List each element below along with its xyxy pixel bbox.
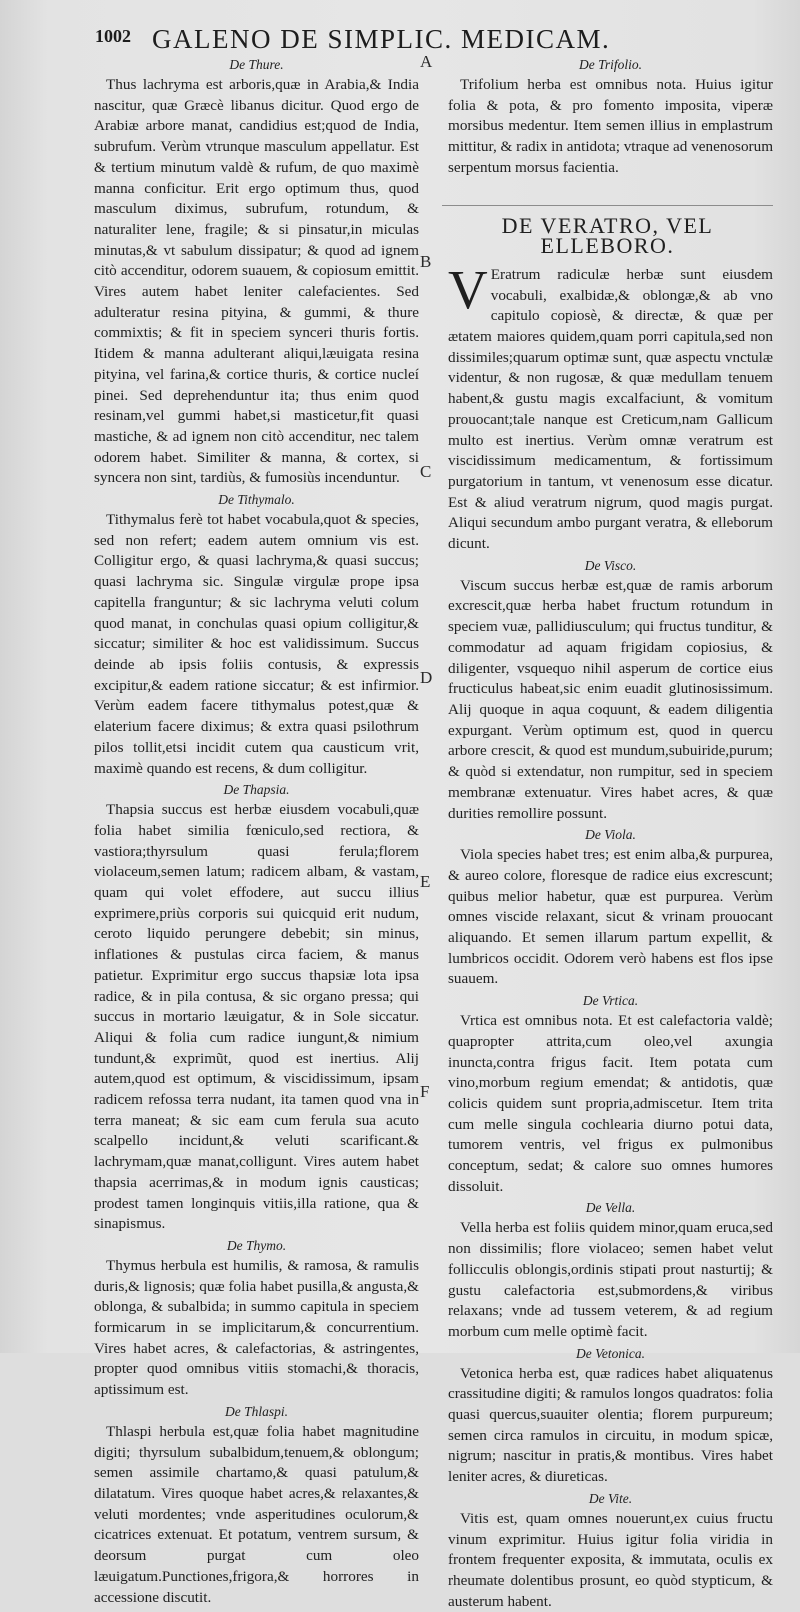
section-text: Vitis est, quam omnes nouerunt,ex cuius fructu vinum exprimitur. Huius igitur folia viridia in frontem frequenter exposita, & immutata, oculis ex rheumate dolentibus prosunt, eo quòd stypticum, & austerum habent.	[448, 1509, 773, 1610]
chapter-title: DE VERATRO, VEL ELLEBORO.	[442, 205, 773, 257]
section-text: Vella herba est foliis quidem minor,quam eruca,sed non dissimilis; flore violaceo; semen habet velut follicculis oblongis,ordinis stipati prout nasturtij; & gustu calefactoria est,submordens,& viribus relaxans; vnde ad tussem veterem, & ad regium morbum cum melle optimè facit.	[448, 1219, 773, 1340]
page-number: 1002	[95, 26, 131, 46]
section-text: Vetonica herba est, quæ radices habet aliquatenus crassitudine digiti; & ramulos longos quadratos: folia quasi quercus,suauiter olentia; florem purpureum; semen circa ramulos in circuitu, in modum spicæ, nigrum; nascitur in pratis,& montibus. Vires habet leniter acres, & diureticas.	[448, 1364, 773, 1486]
running-head-title: GALENO DE SIMPLIC. MEDICAM.	[152, 24, 611, 54]
section-text: Viola species habet tres; est enim alba,& purpurea, & aureo colore, floresque de radice eius excrescunt; quibus melior habetur, quæ est purpurea. Verùm omnes viscide relaxant, sicut & vrinam prouocant aliquando. Et semen illarum partum expellit, & lumbricos occidit. Odorem verò habens est flos ipse suauem.	[448, 846, 773, 988]
section-heading: De Vrtica.	[582, 993, 639, 1009]
section-heading: De Viola.	[585, 827, 636, 843]
margin-letter: F	[420, 1082, 430, 1101]
section-heading: De Thapsia.	[223, 782, 290, 798]
section-text: Trifolium herba est omnibus nota. Huius igitur folia & pota, & pro fomento imposita, viperæ morsibus medentur. Item semen illius in emplastrum mittitur, & radix in antidota; vtraque ad venenosorum serpentum morsus facientia.	[448, 76, 774, 176]
section-heading: De Thure.	[229, 57, 284, 72]
running-head	[92, 24, 610, 55]
section-heading: De Thymo.	[226, 1237, 287, 1253]
section-text: Thymus herbula est humilis, & ramosa, & ramulis duris,& lignosis; quæ folia habet pusilla,& angusta,& oblonga, & subalbida; in summo capitula in speciem formicarum in se implicitarum,& concurrentium. Vires habet acres, & calefactorias, & astringentes, propter quod omnibus vitiis stomachi,& thoracis, aptissimum est.	[94, 1256, 419, 1399]
section-text: Vrtica est omnibus nota. Et est calefactoria valdè; quapropter attrita,cum oleo,vel axungia inuncta,contra frigus facit. Item potata cum vino,morbum regium emendat; & antidotis, quæ colicis quidem sunt propria,admiscetur. Item trita cum melle singula cochlearia diurno potui data, tumorem ventris, vel frigus ex pulmonibus conceptum, sedat; & calore suo omnes humores dissoluit.	[448, 1012, 773, 1195]
right-column	[448, 54, 773, 1612]
section-heading: De Vetonica.	[576, 1345, 645, 1361]
margin-letter: C	[420, 462, 432, 481]
section-heading: De Tithymalo.	[218, 492, 295, 508]
left-column	[94, 54, 419, 1608]
section-heading: De Vella.	[585, 1200, 636, 1216]
margin-letter: E	[420, 872, 431, 891]
margin-letter: A	[420, 52, 433, 71]
section-heading: De Vite.	[588, 1490, 633, 1506]
margin-letter: D	[420, 668, 433, 687]
section-heading: De Trifolio.	[578, 57, 642, 72]
chapter-text: Eratrum radiculæ herbæ sunt eiusdem vocabuli, exalbidæ,& oblongæ,& ab vno capitulo copiosè, & directæ, & quæ per ætatem maiores quidem,quam porri capitula,sed non dissimiles;quarum optimæ sunt, quæ aspectu vnctulæ videntur, & non rugosæ, & quæ medullam tenuem habent,& gustu magis excalfaciunt, & vomitum prouocant;tale nanque est Creticum,nam Gallicum multo est inertius. Verùm omnæ veratrum est viscidissimum medicamentum, & fortissimum purgatorium in tantum, vt venenosum esse dicatur. Est & aliud veratrum nigrum, quod magis purgat. Aliqui secundum ambo purgant veratra, & elleborum dicunt.	[448, 265, 773, 553]
section-text: Thapsia succus est herbæ eiusdem vocabuli,quæ folia habet similia fœniculo,sed rectiora, & vastiora;thyrsulum quasi ferula;florem violaceum,semen latum; radicem albam, & vastam, quam qui volet effodere, aut succu illius exprimere,priùs corporis sui quicquid erit nudum, ceroto liquido perungere debebit; sin minus, inflationes & pustulas circa faciem, & manus patietur. Exprimitur ergo succus thapsiæ lota ipsa radice, & in pila contusa, & sic organo pressa; qui succus in mortario læuigatur, & in Sole siccatur. Aliqui & folia cum radice iungunt,& nimium tundunt,& exprimũt, quod est inertius. Alij autem,quod est optimum, & viscidissimum, ipsam radicem refossa terra nudant, ita tamen quod vna in terra maneat; & sic eam cum ferula sua acuto scalpello incidunt,& veluti scarificant.& lachrymam,quæ manat,colligunt. Vires autem habet thapsia acerrimas,& in modum ignis causticas; prodest tamen longinquis vitiis,illa ratione, qua & sinapismus.	[94, 801, 419, 1233]
section-heading: De Thlaspi.	[224, 1403, 288, 1419]
drop-cap: V	[448, 258, 488, 320]
section-text: Thlaspi herbula est,quæ folia habet magnitudine digiti; thyrsulum subalbidum,tenuem,& oblongum; semen assimile chartamo,& quasi patulum,& dilatatum. Vires quoque habet acres,& relaxantes,& veluti mordentes; vnde asperitudines oculorum,& cicatrices extenuat. Et potatum, ventrem sursum, & deorsum purgat cum oleo læuigatum.Punctiones,frigora,& horrores in accessione discutit.	[94, 1422, 419, 1606]
section-text: Thus lachryma est arboris,quæ in Arabia,& India nascitur, quæ Græcè libanus dicitur. Quod ergo de Arabiæ arbore manat, candidius est;quod de India, subrufum. Verùm vtrunque masculum appellatur. Est & tertium minutum valdè & rufum, de quo maximè manna conficitur. Erit ergo optimum thus, quod masculum diximus, subrufum, rotundum, & naturaliter lene, fragile; & si pinsatur,in miculas minutas,& vt sabulum dissipatur; & quod ad ignem citò accenditur, odorem suauem, & copiosum emittit. Vires autem habet leniter calefacientes. Sed adulteratur resina pityina, & gummi, & thure commixtis; & fit in speciem synceri thuris fortis. Itidem & manna adulterant aliqui,læuigata resina pityina, vel farina,& cortice thuris, & cortice nucleí pinei. Sed deprehenduntur ita; thus enim quod resinam,vel gummi habet,si masticetur,fit quasi mastiche, & ad ignem non citò accenditur, nec talem odorem habet. Similiter & manna, & cortex, si syncera non sint, tardiùs, & fumosiùs incenduntur.	[94, 76, 419, 487]
section-text: Viscum succus herbæ est,quæ de ramis arborum excrescit,quæ herba habet fructum rotundum in speciem vuæ, pallidiusculum; qui fructus tunditur, & commodatur ad aquam frigidam copiosius, & diligenter, vsquequo nihil asperum de cortice eius fructiculus habeat,sic enim euadit glutinosissimum. Alij quoque in aqua coquunt, & eadem diligentia expurgant. Verùm optimum est, quod in quercu arbore crescit, & quod est mundum,subuiride,purum; & quòd si extendatur, non rumpitur, sed in speciem membranæ extenuatur. Vires habet acres, & quæ durities remollire possunt.	[448, 576, 773, 822]
section-heading: De Visco.	[584, 557, 637, 573]
chapter-paragraph	[448, 258, 773, 555]
section-text: Tithymalus ferè tot habet vocabula,quot & species, sed non refert; eadem autem omnium vis est. Colligitur ergo, & quasi lachryma,& quasi succus; quasi lachryma sic. Singulæ virgulæ prope ipsa capitella franguntur; & sic lachryma veluti colum quod manat, in conchulas quasi opium colligitur,& siccatur; similiter & hoc est validissimum. Succus deinde ab ipsis foliis contusis, & expressis excipitur,& eadem ratione siccatur; & est infirmior. Verùm eadem facere tithymalus potest,quæ & elaterium facere diximus; & extra quasi psilothrum pilos tollit,etsi incidit cutem qua causticum vrit, maximè quando est recens, & dum colligitur.	[94, 511, 419, 777]
margin-letter: B	[420, 252, 432, 271]
